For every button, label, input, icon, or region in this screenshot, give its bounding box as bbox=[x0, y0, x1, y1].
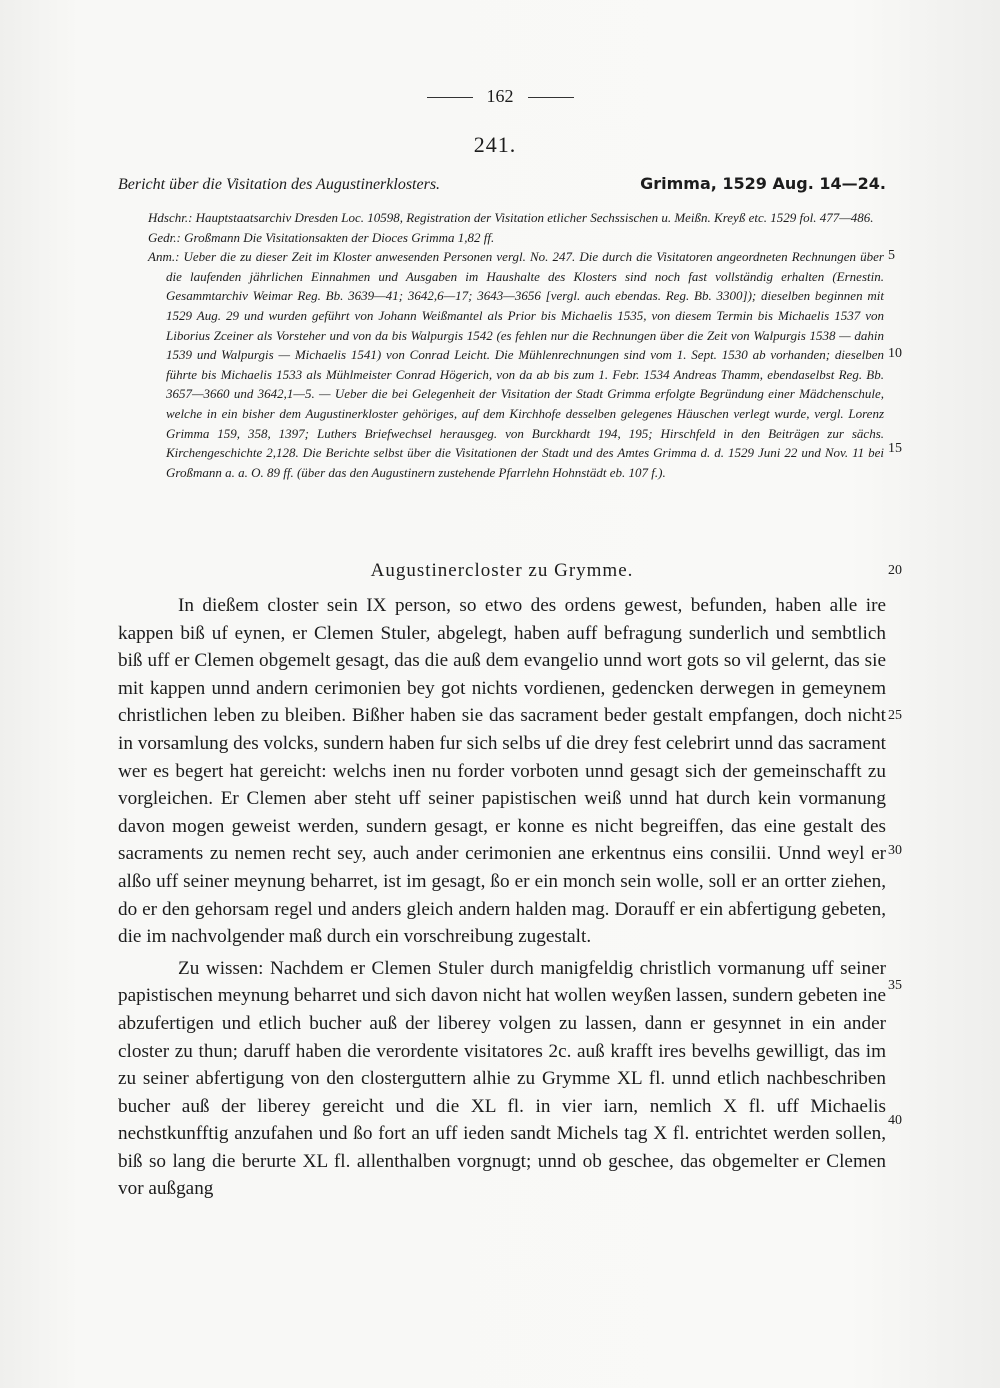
note-manuscript: Hdschr.: Hauptstaatsarchiv Dresden Loc. 10598, Registration der Visitation etlicher Sechssischen u. Meißn. Kreyß etc. 1529 fol. 477—486. bbox=[148, 210, 874, 225]
note-remark: Anm.: Ueber die zu dieser Zeit im Kloster anwesenden Personen vergl. No. 247. Die durch die Visitatoren angeordneten Rechnungen über die laufenden jährlichen Einnahmen und Ausgaben im Haushalte des Klosters sind noch fast vollständig erhalten (Ernestin. Gesammtarchiv Weimar Reg. Bb. 3639—41; 3642,6—17; 3643—3656 [vergl. auch ebendas. Reg. Bb. 3300]); dieselben beginnen mit 1529 Aug. 29 und wurden geführt von Johann Weißmantel als Prior bis Michaelis 1535, von diesem Termin bis Michaelis 1537 von Liborius Zceiner als Vorsteher und von da bis Walpurgis 1542 (es fehlen nur die Rechnungen über die Zeit von Walpurgis 1538 — dahin 1539 und Walpurgis — Michaelis 1541) von Conrad Leicht. Die Mühlenrechnungen sind vom 1. Sept. 1530 ab vorhanden; dieselben führte bis Michaelis 1533 als Mühlmeister Conrad Högerich, von da ab bis zum 1. Febr. 1534 Andreas Thamm, ebendaselbst Reg. Bb. 3657—3660 und 3642,1—5. — Ueber die bei Gelegenheit der Visitation der Stadt Grimma erfolgte Begründung einer Mädchenschule, welche in ein bisher dem Augustinerkloster gehöriges, auf dem Kirchhofe desselben gelegenes Häuschen verlegt wurde, vergl. Lorenz Grimma 159, 358, 1397; Luthers Briefwechsel herausgeg. von Burckhardt 194, 195; Hirschfeld in den Beiträgen zur sächs. Kirchengeschichte 2,128. Die Berichte selbst über die Visitationen der Stadt und des Amtes Grimma d. d. 1529 Juni 22 und Nov. 11 bei Großmann a. a. O. 89 ff. (über das den Augustinern zustehende Pfarrlehn Hohnstädt eb. 107 f.). bbox=[148, 249, 884, 480]
rule-left bbox=[427, 97, 473, 98]
paragraph: Zu wissen: Nachdem er Clemen Stuler durch manigfeldig christlich vormanung uff seiner papistischen meynung beharret und sich davon nicht hat wollen weyßen lassen, sundern gebeten ine abzufertigen und etlich bucher auß der liberey volgen zu lassen, dann er gesynnet in ein ander closter zu thun; daruff haben die verordente visitatores 2c. auß krafft ires bevelhs gewilligt, das im zu seiner abfertigung von den closterguttern alhie zu Grymme XL fl. unnd etlich nachbeschriben bucher auß der liberey gereicht und die XL fl. in vier iarn, nemlich X fl. uff Michaelis nechstkunfftig anzufahen und ßo fort an uff ieden sandt Michels tag X fl. entrichtet werden sollen, biß so lang die berurte XL fl. allenthalben vorgnugt; unnd ob geschee, das obgemelter er Clemen vor außgang bbox=[118, 957, 886, 1200]
line-number: 35 bbox=[888, 978, 902, 993]
line-number: 5 bbox=[888, 248, 895, 263]
source-notes bbox=[148, 208, 884, 482]
line-number: 25 bbox=[888, 708, 902, 723]
line-number: 15 bbox=[888, 441, 902, 456]
line-number: 20 bbox=[888, 563, 902, 578]
rule-right bbox=[528, 97, 574, 98]
line-number: 40 bbox=[888, 1113, 902, 1128]
note-printed: Gedr.: Großmann Die Visitationsakten der Dioces Grimma 1,82 ff. bbox=[148, 229, 495, 245]
page-number: 162 bbox=[0, 86, 1000, 107]
line-number: 30 bbox=[888, 843, 902, 858]
document-number: 241. bbox=[473, 132, 517, 157]
main-text bbox=[118, 592, 886, 1203]
line-number: 10 bbox=[888, 346, 902, 361]
paragraph: In dießem closter sein IX person, so etwo des ordens gewest, befunden, haben alle ire kappen biß uf eynen, er Clemen Stuler, abgelegt, haben auff befragung sunderlich und sembtlich biß uff er Clemen obgemelt gesagt, das die auß dem evangelio unnd wort gots so vil gelernt, das sie mit kappen unnd andern cerimonien bey got nichts vordienen, gedencken derwegen in gemeynem christlichen leben zu bleiben. Bißher haben sie das sacrament beder gestalt empfangen, doch nicht in vorsamlung des volcks, sundern haben fur sich selbs uf die drey fest celebrirt unnd das sacrament wer es begert hat gereicht: welchs inen nu forder vorboten unnd gesagt sich der gemeinschafft zu vorgleichen. Er Clemen aber steht uff seiner papistischen weiß unnd hat durch kein vormanung davon mogen geweist werden, sundern gesagt, er konne es nicht begreiffen, das eine gestalt des sacraments zu nemen recht sey, auch ander cerimonien ane erkentnus eins consilii. Unnd weyl er alßo uff seiner meynung beharret, ist im gesagt, ßo er ein monch sein wolle, soll er an ortter ziehen, do er den gehorsam regel und anders gleich andern halden mag. Dorauff er ein abfertigung gebeten, die im nachvolgender maß durch ein vorschreibung zugestalt. bbox=[118, 595, 886, 948]
document-title: Bericht über die Visitation des Augustinerklosters. bbox=[118, 176, 441, 193]
title-row bbox=[118, 174, 886, 194]
place-date: Grimma, 1529 Aug. 14—24. bbox=[640, 174, 886, 193]
section-heading: Augustinercloster zu Grymme. bbox=[370, 560, 634, 581]
